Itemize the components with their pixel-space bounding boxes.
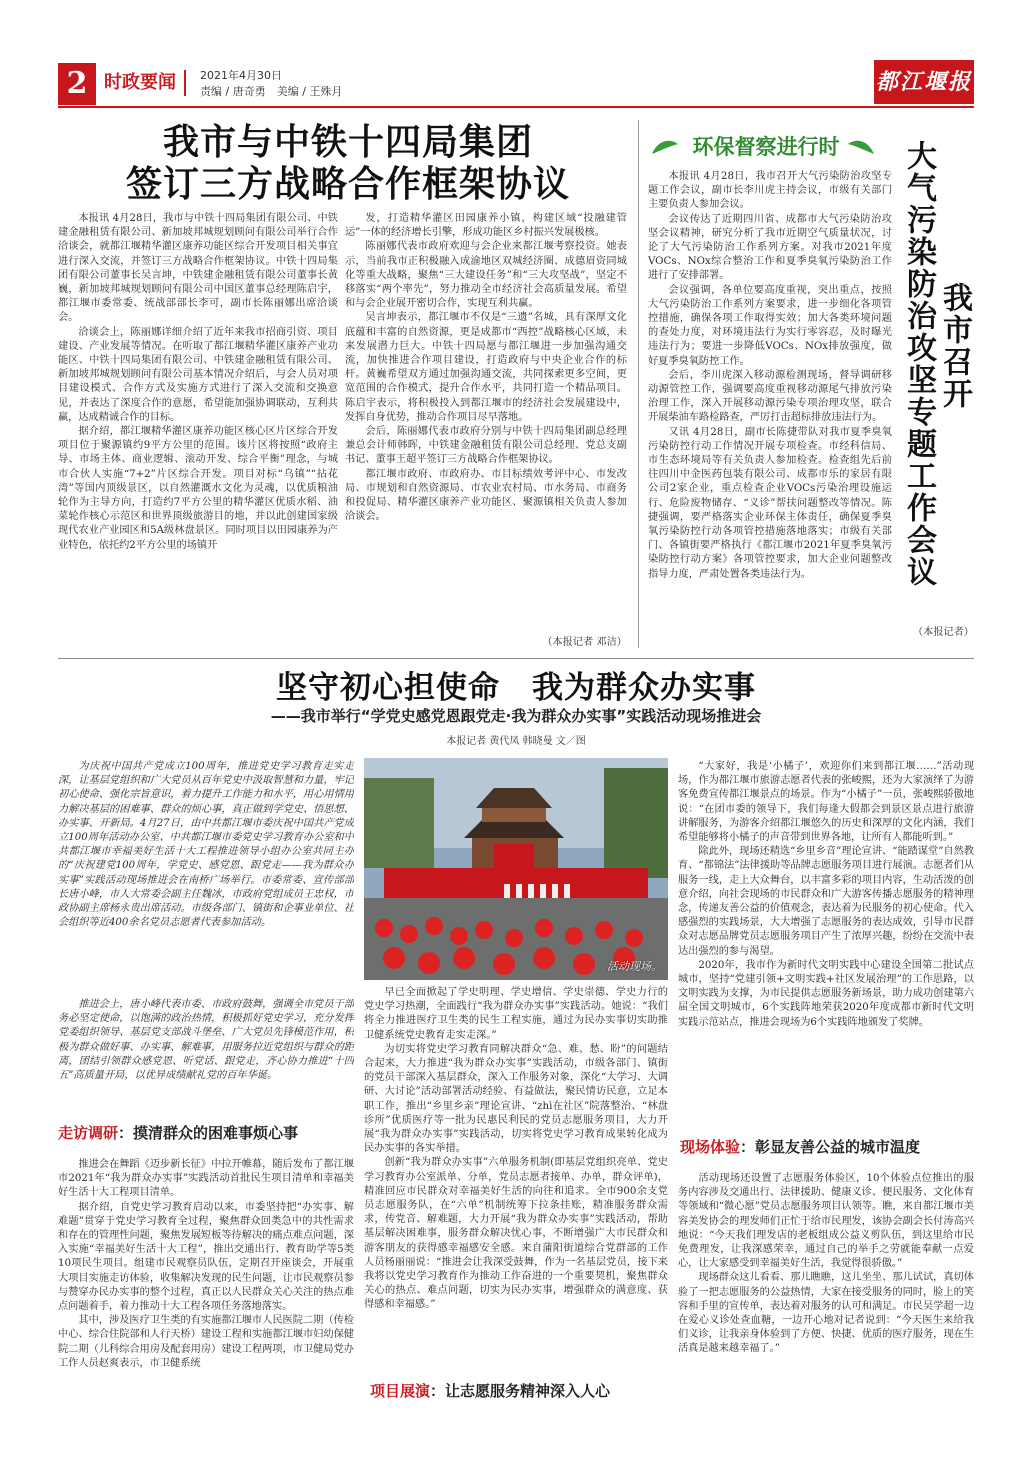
article1-column-1 <box>58 212 338 654</box>
paragraph: 早已全面掀起了学史明理、学史增信、学史崇德、学史力行的党史学习热潮，全面践行“我为群众办实事”实践活动。她说：“我们将全力推进医疗卫生类的民生工程实施，通过为民办实事切实助推卫健系统党史教育走实走深。” <box>364 987 668 1041</box>
visit-heading-sub: ：摸清群众的困难事烦心事 <box>118 1124 299 1142</box>
paragraph: 活动现场还设置了志愿服务体验区，10个体验点位推出的服务内容涉及交通出行、法律援助、健康义诊、便民服务、文化体育等领域和“微心愿”党员志愿服务项目认领等。瞧，来自都江堰市美容美发协会的理发师们正忙于给市民理发，该协会副会长付涛高兴地说：“今天我们理发店的老板组成公益义剪队伍，到这里给市民免费理发，让我深感荣幸，通过自己的举手之劳就能奉献一点爱心，让大家感受到幸福美好生活，我觉得很骄傲。” <box>678 1173 974 1270</box>
paragraph: 都江堰市政府、市政府办、市目标绩效考评中心、市发改局、市规划和自然资源局、市农业农村局、市水务局、市商务和投促局、精华灌区康养产业功能区、聚源镇相关负责人参加洽谈会。 <box>345 468 627 523</box>
paragraph: 会后，陈丽娜代表市政府分别与中铁十四局集团副总经理兼总会计师韩晖，中铁建金融租赁有限公司总经理、党总支副书记、董事王超平签订三方战略合作框架协议。 <box>345 426 627 466</box>
article2-subtitle: ——我市举行“学党史感党恩跟党走·我为群众办实事”实践活动现场推进会 <box>270 707 762 725</box>
header-divider <box>184 70 186 96</box>
paragraph: 除此外，现场还精选“乡里乡音”理论宣讲、“能踏谋堂”自然教育、“都锦法”法律援助等品牌志愿服务项目进行展演。志愿者们从服务一线，走上大众舞台，以丰富多彩的项目内容，生动活泼的创意介绍，向社会现场的市民群众和广大游客传播志愿服务的精神理念，传递友善公益的价值观念，表达着为民服务的初心使命。代入感强烈的实践场景，大大增强了志愿服务的表达成效，引导市民群众对志愿品牌党员志愿服务项目产生了浓厚兴趣，纷纷在交流中表达出强烈的参与渴望。 <box>678 846 974 957</box>
visit-section-heading <box>58 1122 354 1144</box>
project-heading-sub: ：让志愿服务精神深入人心 <box>430 1382 611 1400</box>
paragraph: 会议传达了近期四川省、成都市大气污染防治攻坚会议精神，研究分析了我市近期空气质量状况，讨论了大气污染防治工作系列方案。对我市2021年度VOCs、NOx综合整治工作和夏季臭氧污染防治工作进行了安排部署。 <box>648 213 892 282</box>
column-divider <box>638 120 639 648</box>
paragraph: 陈丽娜代表市政府欢迎与会企业来都江堰考察投资。她表示，当前我市正积极融入成渝地区双城经济圈、成德眉资同城化等重大战略，聚焦“三大建设任务”和“三大攻坚战”，坚定不移落实“两个率先”，努力推动全市经济社会高质量发展。希望和与会企业展开密切合作，实现互利共赢。 <box>345 241 627 310</box>
article2-middle-column <box>364 986 668 1374</box>
paragraph: 据介绍，都江堰精华灌区康养功能区核心区片区综合开发项目位于聚源镇约9平方公里的范围。该片区将按照“政府主导、市场主体、商业逻辑、滚动开发、综合平衡”理念，与城市合伙人实施“7+2”片区综合开发。项目对标“乌镇”“拈花湾”等国内顶级景区，以自然灌溉水文化为灵魂，以优质粮油轮作为主导方向，打造约7平方公里的精华灌区优质水稻、油菜轮作核心示范区和世界顶级旅游目的地，并以此创建国家级现代农业产业园区和5A级林盘景区。同时项目以田园康养为产业特色，依托约2平方公里的场镇开 <box>58 426 338 551</box>
paragraph: 吴言坤表示，都江堰市不仅是“三遗”名城，具有深厚文化底蕴和丰富的自然资源，更是成都市“西控”战略核心区域，未来发展潜力巨大。中铁十四局愿与都江堰进一步加强沟通交流，加快推进合作项目建设，打造政府与中央企业合作的标杆。黄巍希望双方通过加强沟通交流，共同探索更多空间，更宽范围的合作模式，提升合作水平，共同打造一个精品项目。陈启宇表示，将积极投入到都江堰市的经济社会发展建设中，发挥自身优势，推动合作项目尽早落地。 <box>345 312 627 423</box>
event-photo-illustration <box>364 758 668 980</box>
project-section-heading <box>370 1380 668 1402</box>
page-number: 2 <box>58 63 96 105</box>
env-banner-text: 环保督察进行时 <box>692 135 840 159</box>
editors-credit: 责编 / 唐奇勇 美编 / 王殊月 <box>200 85 343 98</box>
photo-caption: 活动现场。 <box>607 960 662 973</box>
paragraph: 现场群众这儿看看、那儿瞧瞧，这儿坐坐、那儿试试，真切体验了一把志愿服务的公益热情，大家在接受服务的同时，脸上的笑容和手里的宣传单，表达着对服务的认可和满足。市民吴学超一边在爱心义诊处查血糖，一边开心地对记者说到：“今天医生来给我们义诊，让我亲身体验到了方便、快捷、优质的医疗服务，现在生活真是越来越幸福了。” <box>678 1272 974 1355</box>
masthead-logo: 都江堰报 <box>874 60 974 104</box>
experience-heading-sub: ：彰显友善公益的城市温度 <box>740 1138 921 1156</box>
paragraph: 又讯 4月28日，副市长陈捷带队对我市夏季臭氧污染防控行动工作情况开展专项检查。市经科信局、市生态环境局等有关负责人参加检查。检查组先后前往四川中金医药包装有限公司、成都市乐的家居有限公司2家企业，重点检查企业VOCs污染治理设施运行、危险废物储存、“义诊”帮扶问题整改等情况。陈捷强调，要严格落实企业环保主体责任，确保夏季臭氧污染防控行动各项管控措施落地落实；市级有关部门、各镇街要严格执行《都江堰市2021年夏季臭氧污染防控行动方案》各项管控要求，加大企业问题整改指导力度，严肃处置各类违法行为。 <box>648 426 892 580</box>
event-photo <box>364 758 668 980</box>
paragraph: 洽谈会上，陈丽娜详细介绍了近年来我市招商引资、项目建设、产业发展等情况。在听取了都江堰精华灌区康养产业功能区、中铁十四局集团有限公司、中铁建金融租赁有限公司、新加坡邦城规划顾问有限公司基本情况介绍后，与会人员对项目建设模式、合作方式及实施方式进行了深入交流和交换意见，并表达了深度合作的意愿，希望能加强协调联动，互利共赢，达成精诚合作的目标。 <box>58 326 338 423</box>
env-body <box>648 170 892 632</box>
paragraph: “大家好，我是‘小橘子’，欢迎你们来到都江堰……”活动现场，作为都江堰市旅游志愿者代表的张峻熙，还为大家演绎了为游客免费宣传都江堰景点的场景。作为“小橘子”一员，张峻熙骄傲地说：“在团市委的领导下，我们每逢大假都会到景区景点进行旅游讲解服务，为游客介绍都江堰悠久的历史和深厚的文化内涵，我们希望能够将小橘子的声音带到世界各地，让所有人都能听到。” <box>678 761 974 844</box>
paragraph: 为庆祝中国共产党成立100周年，推进党史学习教育走实走深，让基层党组织和广大党员从百年党史中汲取智慧和力量，牢记初心使命、强化宗旨意识，着力提升工作能力和水平，用心用情用力解决基层的困难事、群众的烦心事，真正做到学党史、悟思想、办实事、开新局。4月27日，由中共都江堰市委庆祝中国共产党成立100周年活动办公室、中共都江堰市委党史学习教育办公室和中共都江堰市幸福美好生活十大工程推进领导小组办公室共同主办的“庆祝建党100周年，学党史、感党恩、跟党走——我为群众办实事”实践活动现场推进会在南桥广场举行。市委常委、宣传部部长唐小峰，市人大常委会副主任魏冰，市政府党组成员王忠权，市政协副主席杨永贵出席活动。市级各部门、镇街和企事业单位、社会组织等近400余名党员志愿者代表参加活动。 <box>58 761 354 929</box>
project-heading-label: 项目展演 <box>370 1382 431 1400</box>
issue-date: 2021年4月30日 <box>200 69 282 82</box>
experience-heading-label: 现场体验 <box>680 1138 741 1156</box>
paragraph: 创新“我为群众办实事”六单服务机制(即基层党组织亮单、党史学习教育办公室派单、分单，党员志愿者接单、办单，群众评单)，精准回应市民群众对幸福美好生活的向往和追求。全市900余支党员志愿服务队，在“六单”机制统筹下拉条挂账，精准服务群众需求，传党音、解难题，大力开展“我为群众办实事”实践活动，帮助基层解决困难事，服务群众解决忧心事，不断增强广大市民群众和游客朋友的获得感幸福感安全感。来自蒲阳街道综合党群部的工作人员杨丽丽说：“推进会让我深受鼓舞，作为一名基层党员，接下来我将以党史学习教育作为推动工作奋进的一个重要契机，聚焦群众关心的热点、难点问题，切实为民办实事，增强群众的满意度、获得感和幸福感。” <box>364 1157 668 1311</box>
section-title: 时政要闻 <box>104 72 176 93</box>
paragraph: 本报讯 4月28日，我市与中铁十四局集团有限公司、中铁建金融租赁有限公司、新加坡邦城规划顾问有限公司举行合作洽谈会，就都江堰精华灌区康养功能区综合开发项目相关事宜进行深入交流，并签订三方战略合作框架协议。中铁十四局集团有限公司董事长吴言坤，中铁建金融租赁有限公司董事长黄巍，新加坡邦城规划顾问有限公司中国区董事总经理陈启宇，都江堰市委常委、统战部部长李可，副市长陈丽娜出席洽谈会。 <box>58 213 338 324</box>
article1-column-2 <box>345 212 627 632</box>
article1-title-line2: 签订三方战略合作框架协议 <box>125 163 570 205</box>
paragraph: 会后，李川虎深入移动源检测现场，督导调研移动源管控工作，强调要高度重视移动源尾气排放污染治理工作，深入开展移动源污染专项治理攻坚，联合开展柴油车路检路查，严厉打击超标排放违法行为。 <box>648 369 892 424</box>
experience-body <box>678 1172 974 1426</box>
paragraph: 会议强调，各单位要高度重视，突出重点，按照大气污染防治工作系列方案要求，进一步细化各项管控措施，确保各项工作取得实效；加大各类环境问题的查处力度，对环境违法行为实行零容忍，及时曝光违法行为；要进一步降低VOCs、NOx排放强度，做好夏季臭氧防控工作。 <box>648 284 892 367</box>
article2-lead-2 <box>58 998 354 1114</box>
paragraph: 其中，涉及医疗卫生类的有实施都江堰市人民医院二期（传检中心、综合住院部和人行天桥）建设工程和实施都江堰市妇幼保健院二期（儿科综合用房及配套用房）建设工程两项，市卫健局党办工作人员赵爽表示，市卫健系统 <box>58 1315 354 1369</box>
section-rule <box>58 658 974 659</box>
paragraph: 本报讯 4月28日，我市召开大气污染防治攻坚专题工作会议，副市长李川虎主持会议，市级有关部门主要负责人参加会议。 <box>648 171 892 211</box>
paragraph: 推进会在舞蹈《迈步新长征》中拉开帷幕，随后发布了都江堰市2021年“我为群众办实事”实践活动首批民生项目清单和幸福美好生活十大工程项目清单。 <box>58 1159 354 1199</box>
experience-section-heading <box>680 1136 974 1158</box>
article2-title: 坚守初心担使命 我为群众办实事 <box>276 670 756 706</box>
env-title-right: 我市召开 <box>937 282 972 410</box>
paragraph: 推进会上，唐小峰代表市委、市政府鼓舞，强调全市党员干部务必坚定使命，以饱满的政治热情，积极抓好党史学习，充分发挥党委组织领导、基层党支部战斗堡垒、广大党员先锋模范作用，积极为群众做好事、办实事、解难事，用服务拉近党组织与群众的距离，团结引领群众感党恩、听党话、跟党走，齐心协力推进“十四五”高质量开局，以优异成绩献礼党的百年华诞。 <box>58 999 354 1082</box>
paragraph: 发，打造精华灌区田园康养小镇，构建区域“投融建管运”一体的经济增长引擎，形成功能区乡村振兴发展极核。 <box>345 213 627 239</box>
env-signature: （本报记者） <box>912 627 974 638</box>
header-rule <box>58 106 974 108</box>
paragraph: 据介绍，自党史学习教育启动以来，市委坚持把“办实事、解难题”贯穿于党史学习教育全过程，聚焦群众回类急中的共性需求和存在的管理性问题，聚焦发展短板等待解决的痛点难点问题，深入实施“幸福美好生活十大工程”，推出交通出行、教育助学等5类10项民生项目。组建市民观察员队伍，定期召开座谈会，开展重大项目实施走访体验，收集解决发现的民生问题，让市民观察员参与赞穿办民办实事的整个过程，真正以人民群众关心关注的热点难点问题着手，着力推动十大工程各项任务落地落实。 <box>58 1201 354 1313</box>
visit-body <box>58 1158 354 1426</box>
article2-lead <box>58 760 354 1022</box>
article2-byline: 本报记者 黄代凤 韩晓曼 文／图 <box>446 736 586 747</box>
paragraph: 2020年，我市作为新时代文明实践中心建设全国第二批试点城市，坚持“党建引领+文明实践+社区发展治理”的工作思路，以文明实践为支撑，为市民提供志愿服务新场景，助力成功创建第六届全国文明城市，6个实践阵地荣获2020年度成都市新时代文明实践示范站点，推进会现场为6个实践阵地颁发了奖牌。 <box>678 959 974 1028</box>
visit-heading-label: 走访调研 <box>58 1124 119 1142</box>
article2-right-column <box>678 760 974 1124</box>
article1-title-line1: 我市与中铁十四局集团 <box>162 121 533 163</box>
article1-signature: （本报记者 邓洁） <box>542 637 627 648</box>
paragraph: 为切实将党史学习教育同解决群众“急、难、愁、盼”的问题结合起来，大力推进“我为群众办实事”实践活动，市级各部门、镇街的党员干部深入基层群众，深入工作服务对象，深化“大学习、大调研、大讨论”活动部署活动经验、有益做法，聚民情访民意，立足本职工作，推出“乡里乡亲”理论宣讲、“zhì在社区”院落整治、“林盘诊所”优质医疗等一批为民惠民利民的党员志愿服务项目，大力开展“我为群众办实事”实践活动，切实将党史学习教育成果转化成为民办实事的各实举措。 <box>364 1043 668 1155</box>
env-title-left: 大气污染防治攻坚专题工作会议 <box>901 140 936 588</box>
env-banner <box>648 130 884 164</box>
